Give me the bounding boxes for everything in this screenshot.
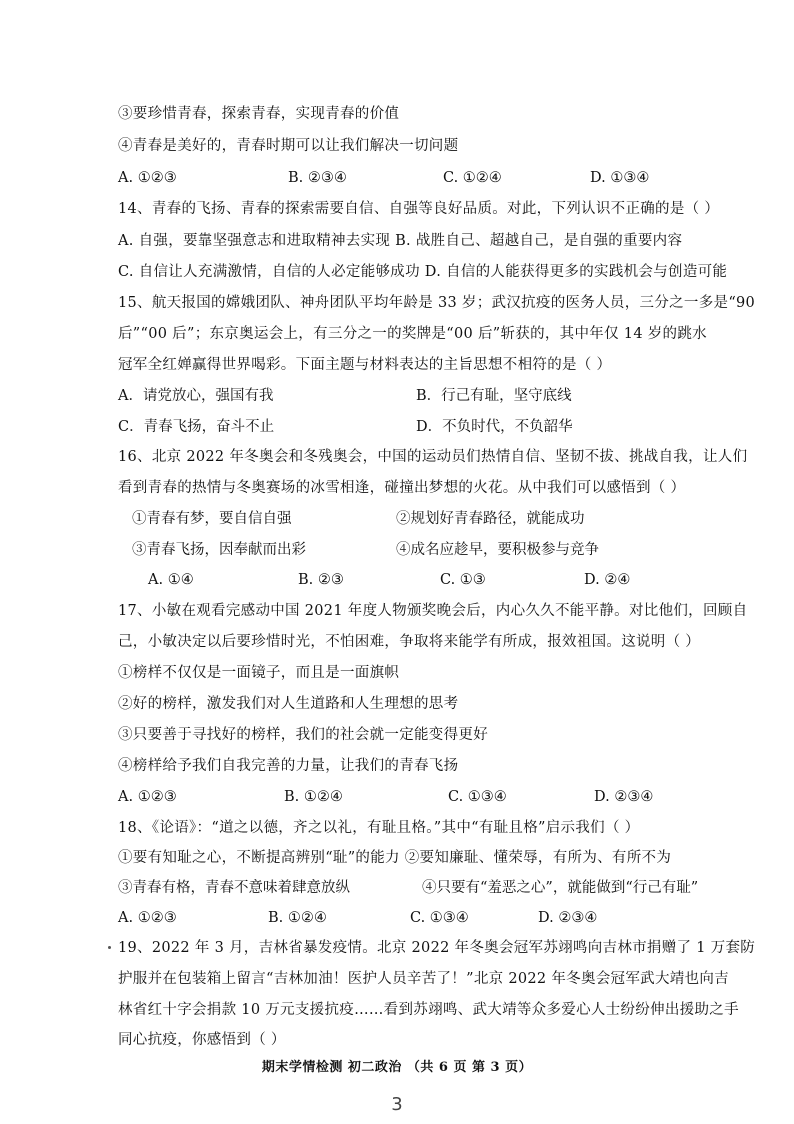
q13-item-4: ④青春是美好的，青春时期可以让我们解决一切问题 xyxy=(118,138,459,154)
q16-option-d: D. ②④ xyxy=(584,572,631,588)
q17-options xyxy=(118,787,738,807)
q17-item-4: ④榜样给予我们自我完善的力量，让我们的青春飞扬 xyxy=(118,758,459,774)
q13-option-b: B. ②③④ xyxy=(288,170,347,186)
scan-speck xyxy=(108,946,111,949)
q18-option-a: A. ①②③ xyxy=(118,910,177,926)
q16-item-1: ①青春有梦，要自信自强 xyxy=(132,511,292,527)
q17-option-b: B. ①②④ xyxy=(284,789,343,805)
q16-item-3: ③青春飞扬，因奉献而出彩 xyxy=(132,542,306,558)
q16-items-row1 xyxy=(118,509,738,529)
q14-options-row2: C. 自信让人充满激情，自信的人必定能够成功 D. 自信的人能获得更多的实践机会与创造可能 xyxy=(118,264,728,280)
q18-item-4: ④只要有“羞恶之心”，就能做到“行己有耻” xyxy=(422,880,699,896)
q16-option-c: C. ①③ xyxy=(440,572,486,588)
q14-stem: 14、青春的飞扬、青春的探索需要自信、自强等良好品质。对此，下列认识不正确的是（ ） xyxy=(118,201,720,217)
q18-stem: 18、《论语》：“道之以德，齐之以礼，有耻且格。”其中“有耻且格”启示我们（ ） xyxy=(118,820,640,836)
q17-item-3: ③只要善于寻找好的榜样，我们的社会就一定能变得更好 xyxy=(118,727,488,743)
q15-option-d: D．不负时代，不负韶华 xyxy=(416,419,573,435)
q17-item-2: ②好的榜样，激发我们对人生道路和人生理想的思考 xyxy=(118,696,459,712)
q17-stem-line2: 己，小敏决定以后要珍惜时光，不怕困难，争取将来能学有所成，报效祖国。这说明（ ） xyxy=(118,634,701,650)
q17-option-a: A. ①②③ xyxy=(118,789,177,805)
q15-option-a: A．请党放心，强国有我 xyxy=(118,388,274,404)
q18-option-d: D. ②③④ xyxy=(538,910,598,926)
q16-option-a: A. ①④ xyxy=(148,572,194,588)
q19-stem-line4: 同心抗疫，你感悟到（ ） xyxy=(118,1032,286,1048)
q18-items-row1: ①要有知耻之心，不断提高辨别“耻”的能力 ②要知廉耻、懂荣辱，有所为、有所不为 xyxy=(118,850,672,866)
q17-stem-line1: 17、小敏在观看完感动中国 2021 年度人物颁奖晚会后，内心久久不能平静。对比他们，回顾自 xyxy=(118,603,748,619)
q15-stem-line1: 15、航天报国的嫦娥团队、神舟团队平均年龄是 33 岁；武汉抗疫的医务人员，三分之一多是“90 xyxy=(118,295,756,311)
q13-option-a: A. ①②③ xyxy=(118,170,177,186)
q14-options-row1: A. 自强，要靠坚强意志和进取精神去实现 B. 战胜自己、超越自己，是自强的重要内容 xyxy=(118,233,683,249)
q17-option-c: C. ①③④ xyxy=(448,789,507,805)
q15-stem-line2: 后”“00 后”；东京奥运会上，有三分之一的奖牌是“00 后”斩获的，其中年仅 14 岁的跳水 xyxy=(118,326,707,342)
q18-items-row2 xyxy=(118,878,738,898)
q19-stem-line2: 护服并在包装箱上留言“吉林加油！医护人员辛苦了！”北京 2022 年冬奥会冠军武大靖也向吉 xyxy=(118,971,729,987)
q15-options-row1 xyxy=(118,386,738,406)
q16-option-b: B. ②③ xyxy=(298,572,344,588)
q15-option-c: C．青春飞扬，奋斗不止 xyxy=(118,419,275,435)
q16-item-4: ④成名应趁早，要积极参与竞争 xyxy=(396,542,599,558)
q13-option-c: C. ①②④ xyxy=(443,170,502,186)
q16-stem-line2: 看到青春的热情与冬奥赛场的冰雪相逢，碰撞出梦想的火花。从中我们可以感悟到（ ） xyxy=(118,480,686,496)
q13-item-3: ③要珍惜青春，探索青春，实现青春的价值 xyxy=(118,106,400,122)
q13-options xyxy=(118,168,738,188)
page-footer: 期末学情检测 初二政治 （共 6 页 第 3 页） xyxy=(261,1060,533,1075)
q17-item-1: ①榜样不仅仅是一面镜子，而且是一面旗帜 xyxy=(118,665,400,681)
q13-option-d: D. ①③④ xyxy=(590,170,650,186)
q16-items-row2 xyxy=(118,540,738,560)
q15-stem-line3: 冠军全红婵赢得世界喝彩。下面主题与材料表达的主旨思想不相符的是（ ） xyxy=(118,357,612,373)
q18-option-c: C. ①③④ xyxy=(410,910,469,926)
q16-item-2: ②规划好青春路径，就能成功 xyxy=(396,511,585,527)
q18-option-b: B. ①②④ xyxy=(268,910,327,926)
q15-option-b: B．行己有耻，坚守底线 xyxy=(416,388,572,404)
q16-stem-line1: 16、北京 2022 年冬奥会和冬残奥会，中国的运动员们热情自信、坚韧不拔、挑战自我，让人们 xyxy=(118,449,748,465)
q16-options xyxy=(118,570,738,590)
q18-options xyxy=(118,908,738,928)
q17-option-d: D. ②③④ xyxy=(594,789,654,805)
q15-options-row2 xyxy=(118,417,738,437)
q19-stem-line3: 林省红十字会捐款 10 万元支援抗疫……看到苏翊鸣、武大靖等众多爱心人士纷纷伸出援助之手 xyxy=(118,1002,739,1018)
q18-item-3: ③青春有格，青春不意味着肆意放纵 xyxy=(118,880,350,896)
page-number: 3 xyxy=(391,1094,403,1115)
q19-stem-line1: 19、2022 年 3 月，吉林省暴发疫情。北京 2022 年冬奥会冠军苏翊鸣向吉林市捐赠了 1 万套防 xyxy=(118,940,756,956)
